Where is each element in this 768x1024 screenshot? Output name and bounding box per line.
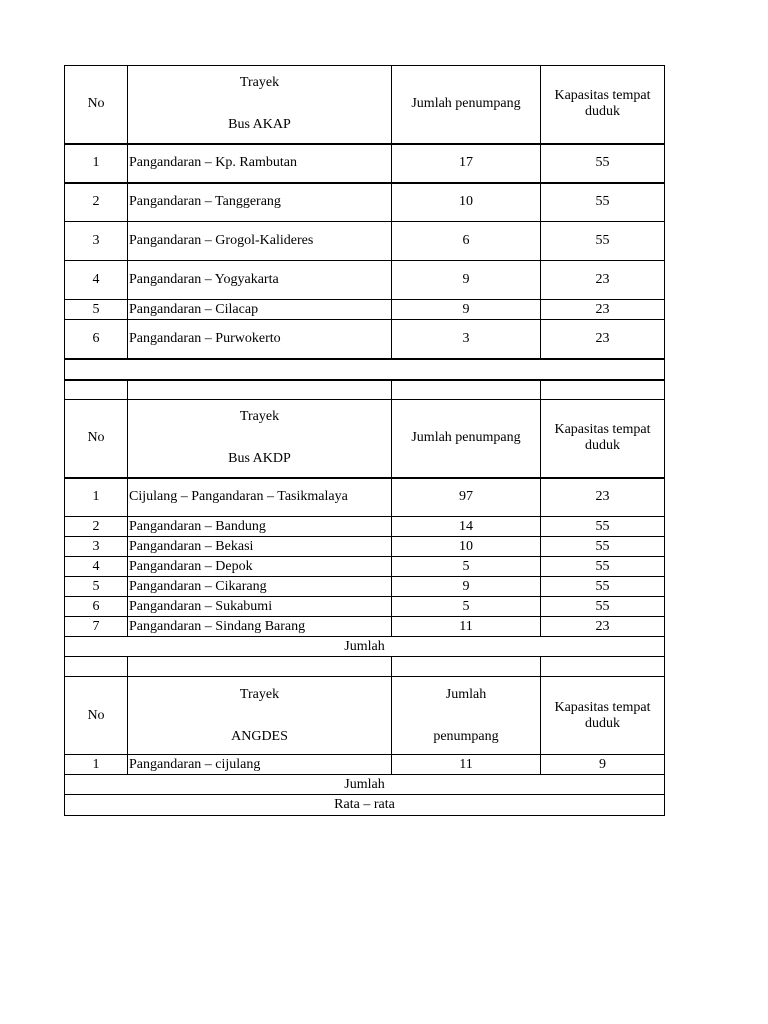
row-passengers: 97 xyxy=(392,478,541,517)
header-jumlah: Jumlah xyxy=(445,686,487,702)
average-label: Rata – rata xyxy=(65,795,665,816)
spacer-cell xyxy=(541,657,665,677)
spacer-cell xyxy=(65,380,128,400)
row-passengers: 3 xyxy=(392,320,541,359)
spacer-row xyxy=(65,359,665,380)
header-trayek xyxy=(128,677,392,755)
row-route: Pangandaran – Purwokerto xyxy=(128,320,392,359)
table-row xyxy=(65,222,665,261)
row-route: Pangandaran – Bandung xyxy=(128,517,392,537)
row-capacity: 55 xyxy=(541,597,665,617)
header-penumpang: penumpang xyxy=(433,728,499,744)
row-no: 3 xyxy=(65,537,128,557)
header-trayek-label: Trayek xyxy=(239,75,280,91)
row-route: Pangandaran – cijulang xyxy=(128,755,392,775)
akdp-total-row xyxy=(65,637,665,657)
row-capacity: 23 xyxy=(541,320,665,359)
row-route: Pangandaran – Yogyakarta xyxy=(128,261,392,300)
spacer-cell xyxy=(541,380,665,400)
table-row xyxy=(65,320,665,359)
row-no: 6 xyxy=(65,320,128,359)
row-passengers: 10 xyxy=(392,537,541,557)
row-passengers: 14 xyxy=(392,517,541,537)
row-route: Pangandaran – Tanggerang xyxy=(128,183,392,222)
row-no: 1 xyxy=(65,144,128,183)
header-kapasitas: Kapasitas tempat duduk xyxy=(541,66,665,144)
row-no: 4 xyxy=(65,261,128,300)
row-capacity: 55 xyxy=(541,557,665,577)
header-jumlah-penumpang: Jumlah penumpang xyxy=(392,66,541,144)
header-no: No xyxy=(65,677,128,755)
spacer-cell xyxy=(392,657,541,677)
row-no: 1 xyxy=(65,478,128,517)
row-route: Pangandaran – Grogol-Kalideres xyxy=(128,222,392,261)
row-capacity: 55 xyxy=(541,537,665,557)
header-no: No xyxy=(65,66,128,144)
row-capacity: 23 xyxy=(541,617,665,637)
angdes-total-row xyxy=(65,775,665,795)
header-trayek xyxy=(128,66,392,144)
table-row xyxy=(65,617,665,637)
akdp-total-label: Jumlah xyxy=(65,637,665,657)
akap-header-row xyxy=(65,66,665,144)
angdes-total-label: Jumlah xyxy=(65,775,665,795)
row-no: 2 xyxy=(65,183,128,222)
spacer-row xyxy=(65,657,665,677)
angdes-header-row xyxy=(65,677,665,755)
spacer-cell xyxy=(65,359,665,380)
spacer-cell xyxy=(65,657,128,677)
row-no: 6 xyxy=(65,597,128,617)
row-no: 3 xyxy=(65,222,128,261)
header-kapasitas: Kapasitas tempat duduk xyxy=(541,677,665,755)
row-passengers: 5 xyxy=(392,557,541,577)
row-passengers: 6 xyxy=(392,222,541,261)
header-trayek xyxy=(128,400,392,478)
table-row xyxy=(65,557,665,577)
table-row xyxy=(65,755,665,775)
row-no: 5 xyxy=(65,300,128,320)
header-category-akap: Bus AKAP xyxy=(228,117,291,133)
row-route: Cijulang – Pangandaran – Tasikmalaya xyxy=(128,478,392,517)
table-row xyxy=(65,517,665,537)
spacer-row xyxy=(65,380,665,400)
passenger-table xyxy=(64,65,665,816)
table-row xyxy=(65,478,665,517)
row-passengers: 11 xyxy=(392,755,541,775)
header-jumlah-penumpang-split xyxy=(392,677,541,755)
header-trayek-label: Trayek xyxy=(239,686,280,702)
row-passengers: 9 xyxy=(392,261,541,300)
row-route: Pangandaran – Cilacap xyxy=(128,300,392,320)
header-no: No xyxy=(65,400,128,478)
row-passengers: 10 xyxy=(392,183,541,222)
row-no: 2 xyxy=(65,517,128,537)
spacer-cell xyxy=(392,380,541,400)
table-row xyxy=(65,537,665,557)
table-row xyxy=(65,261,665,300)
header-category-angdes: ANGDES xyxy=(231,728,288,744)
row-capacity: 55 xyxy=(541,144,665,183)
akdp-header-row xyxy=(65,400,665,478)
row-no: 4 xyxy=(65,557,128,577)
row-capacity: 9 xyxy=(541,755,665,775)
average-row xyxy=(65,795,665,816)
header-kapasitas: Kapasitas tempat duduk xyxy=(541,400,665,478)
row-route: Pangandaran – Bekasi xyxy=(128,537,392,557)
row-no: 5 xyxy=(65,577,128,597)
spacer-cell xyxy=(128,657,392,677)
row-route: Pangandaran – Depok xyxy=(128,557,392,577)
header-trayek-label: Trayek xyxy=(239,409,280,425)
table-row xyxy=(65,577,665,597)
row-capacity: 23 xyxy=(541,261,665,300)
table-row xyxy=(65,183,665,222)
row-route: Pangandaran – Sindang Barang xyxy=(128,617,392,637)
row-passengers: 5 xyxy=(392,597,541,617)
header-jumlah-penumpang: Jumlah penumpang xyxy=(392,400,541,478)
row-capacity: 55 xyxy=(541,577,665,597)
header-category-akdp: Bus AKDP xyxy=(228,451,291,467)
row-passengers: 11 xyxy=(392,617,541,637)
table-row xyxy=(65,597,665,617)
row-capacity: 23 xyxy=(541,300,665,320)
table-row xyxy=(65,300,665,320)
row-passengers: 9 xyxy=(392,300,541,320)
row-route: Pangandaran – Cikarang xyxy=(128,577,392,597)
row-route: Pangandaran – Sukabumi xyxy=(128,597,392,617)
row-capacity: 55 xyxy=(541,222,665,261)
row-route: Pangandaran – Kp. Rambutan xyxy=(128,144,392,183)
row-no: 7 xyxy=(65,617,128,637)
spacer-cell xyxy=(128,380,392,400)
table-row xyxy=(65,144,665,183)
row-no: 1 xyxy=(65,755,128,775)
row-capacity: 55 xyxy=(541,517,665,537)
row-passengers: 9 xyxy=(392,577,541,597)
row-passengers: 17 xyxy=(392,144,541,183)
row-capacity: 23 xyxy=(541,478,665,517)
row-capacity: 55 xyxy=(541,183,665,222)
